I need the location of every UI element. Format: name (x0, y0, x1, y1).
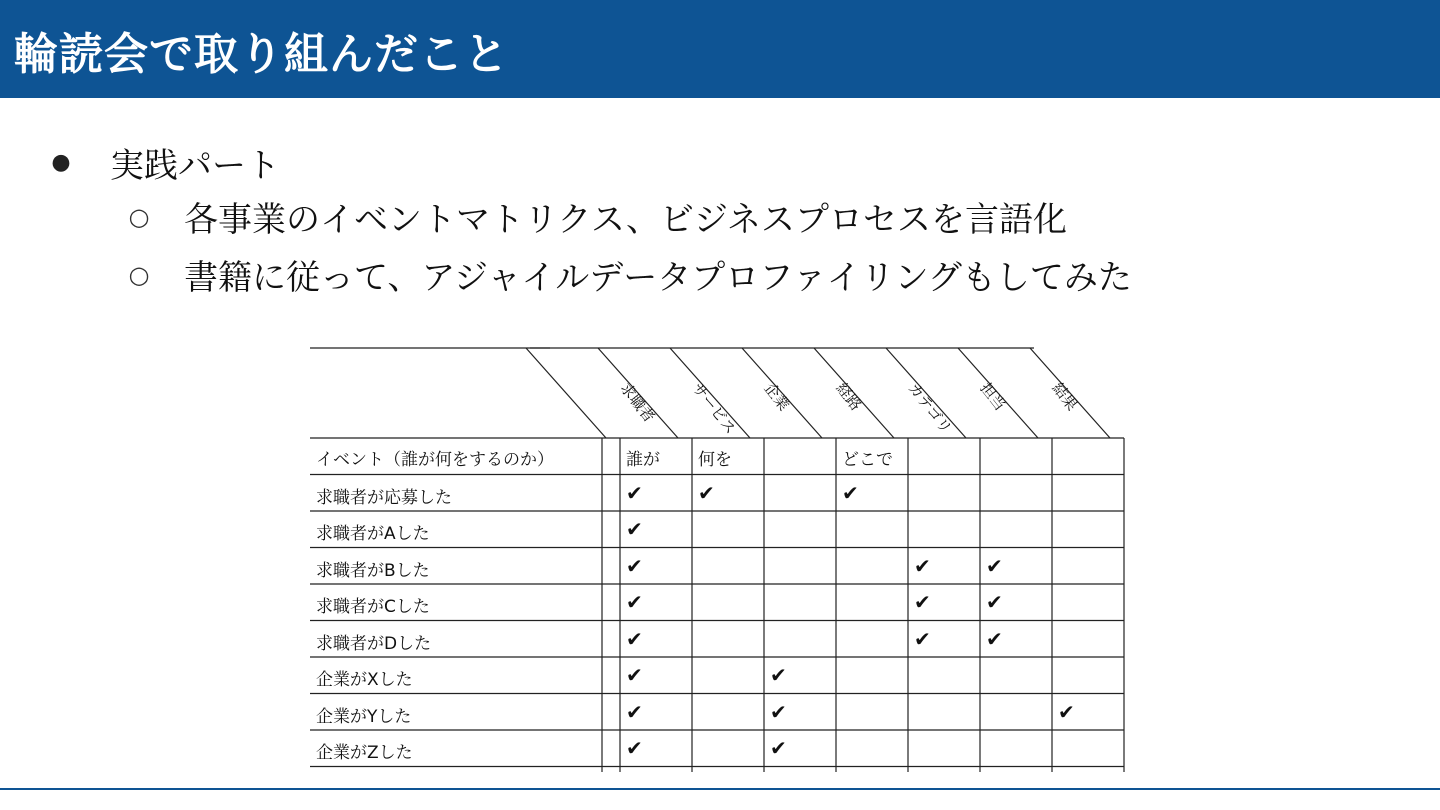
matrix-row-label: 求職者がBした (316, 560, 430, 581)
check-mark-icon: ✔ (626, 517, 643, 541)
check-mark-icon: ✔ (914, 626, 931, 651)
bullet-text-2: 各事業のイベントマトリクス、ビジネスプロセスを言語化 (184, 200, 1067, 240)
matrix-column-header: 求職者 (616, 379, 659, 426)
check-mark-icon: ✔ (626, 553, 643, 578)
slide-title: 輪読会で取り組んだこと (14, 29, 509, 80)
matrix-row-label: 企業がZした (316, 743, 413, 763)
check-mark-icon: ✔ (770, 736, 787, 760)
check-mark-icon: ✔ (842, 480, 859, 505)
matrix-row-label: 求職者がAした (316, 524, 430, 544)
hollow-bullet-icon: ○ (128, 202, 150, 231)
bullet-text-1: 実践パート (110, 146, 280, 186)
matrix-row-label: 求職者が応募した (316, 487, 452, 508)
check-mark-icon: ✔ (914, 553, 931, 578)
matrix-row-label: 企業がYした (316, 706, 412, 727)
matrix-header-cell: 誰が (626, 450, 660, 470)
check-mark-icon: ✔ (770, 663, 787, 687)
title-bar (0, 0, 1440, 98)
matrix-column-header: 企業 (760, 379, 794, 415)
check-mark-icon: ✔ (626, 480, 643, 505)
matrix-row-label: 企業がXした (316, 670, 413, 690)
check-mark-icon: ✔ (770, 699, 787, 724)
matrix-column-header: サービス (688, 379, 740, 438)
check-mark-icon: ✔ (626, 699, 643, 724)
matrix-column-header: 結果 (1048, 379, 1082, 415)
check-mark-icon: ✔ (986, 553, 1003, 578)
matrix-column-header: 経路 (832, 379, 866, 415)
check-mark-icon: ✔ (626, 663, 643, 687)
check-mark-icon: ✔ (986, 626, 1003, 651)
bullet-text-3: 書籍に従って、アジャイルデータプロファイリングもしてみた (184, 258, 1132, 298)
check-mark-icon: ✔ (914, 590, 931, 614)
check-mark-icon: ✔ (626, 590, 643, 614)
grid-line (526, 348, 606, 438)
check-mark-icon: ✔ (698, 480, 715, 505)
bottom-divider (0, 788, 1440, 790)
filled-bullet-icon: ● (51, 150, 71, 175)
check-mark-icon: ✔ (626, 626, 643, 651)
bullet-item-1 (50, 138, 280, 187)
matrix-row-label: 求職者がCした (316, 597, 430, 617)
matrix-header-label: イベント（誰が何をするのか） (316, 450, 554, 470)
check-mark-icon: ✔ (986, 590, 1003, 614)
hollow-bullet-icon: ○ (128, 260, 150, 289)
matrix-header-cell: 何を (698, 450, 732, 470)
check-mark-icon: ✔ (1058, 699, 1075, 724)
matrix-column-header: カテゴリ (904, 379, 956, 438)
bullet-item-3 (128, 250, 1132, 299)
event-matrix-image (306, 344, 1132, 772)
bullet-item-2 (128, 192, 1067, 241)
check-mark-icon: ✔ (626, 736, 643, 760)
matrix-row-label: 求職者がDした (316, 633, 432, 654)
matrix-column-header: 担当 (976, 379, 1010, 415)
matrix-header-cell: どこで (842, 450, 893, 470)
